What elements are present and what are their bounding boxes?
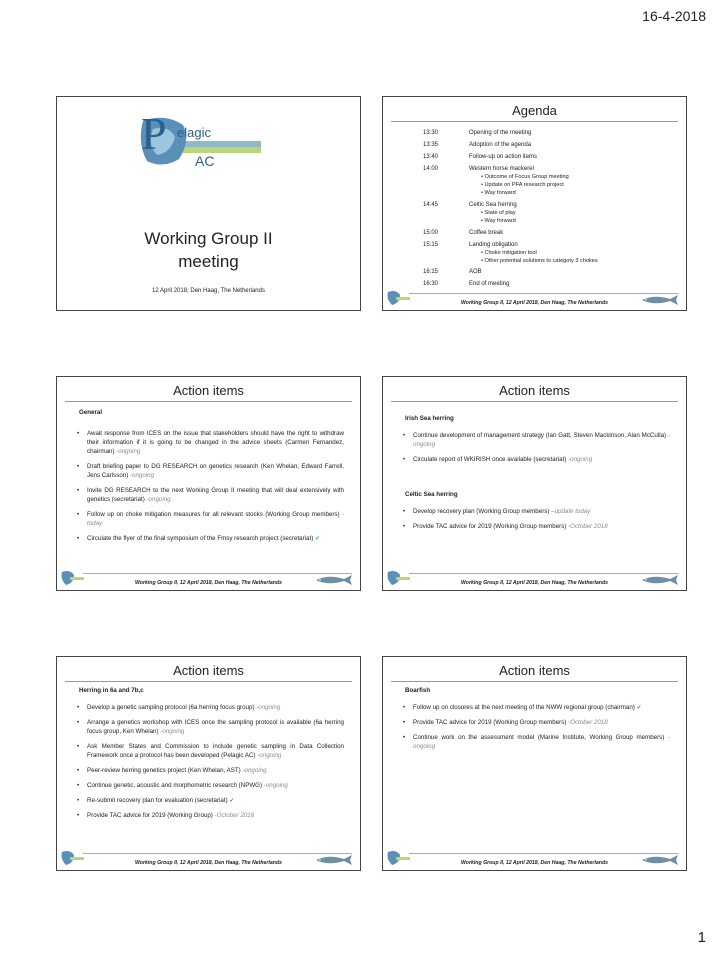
agenda-desc: Coffee break (469, 230, 504, 236)
heading-divider (391, 401, 678, 402)
list-item: • Continue work on the assessment model (Marine Institute, Working Group members) -ongoing (403, 733, 670, 751)
title-line-2: meeting (178, 252, 239, 271)
list-item: • Ask Member States and Commission to include genetic sampling in Data Collection Framework once a protocol has been developed (Pelagic AC) -ongoing (77, 742, 344, 760)
slide-title (56, 96, 361, 311)
list-item: • Await response from ICES on the issue that stakeholders should have the right to withdraw their information if it is going to be changed in the advice sheets (Carmen Fernandez, chairman) -ongoing (77, 429, 344, 456)
section-heading: Celtic Sea herring (405, 491, 458, 498)
logo-text-pelagic: elagic (177, 125, 211, 140)
agenda-time: 14:00 (423, 166, 439, 172)
footer-divider (409, 293, 678, 294)
agenda-time: 13:40 (423, 154, 439, 160)
heading-divider (391, 681, 678, 682)
list-item: • Draft briefing paper to DG RESEARCH on genetics research (Ken Whelan, Edward Farrell, Jens Carlsson) -ongoing (77, 462, 344, 480)
agenda-subitem: • Outcome of Focus Group meeting (481, 174, 569, 180)
agenda-desc: Adoption of the agenda (469, 142, 532, 148)
slide-footer: Working Group II, 12 April 2018, Den Haag, The Netherlands (134, 860, 282, 866)
agenda-time: 16:30 (423, 281, 439, 287)
list-item: • Arrange a genetics workshop with ICES once the sampling protocol is available (6a herring focus group, Ken Whelan) -ongoing (77, 718, 344, 736)
action-list (77, 703, 344, 826)
list-item: • Provide TAC advice for 2019 (Working Group) -October 2018 (77, 811, 344, 820)
list-item: • Circulate report of WKIRISH once available (secretariat) -ongoing (403, 455, 670, 464)
slide-footer: Working Group II, 12 April 2018, Den Haag, The Netherlands (134, 580, 282, 586)
check-icon: ✓ (315, 535, 321, 542)
heading-divider (65, 681, 352, 682)
slide-footer: Working Group II, 12 April 2018, Den Haag, The Netherlands (460, 300, 608, 306)
heading-divider (391, 121, 678, 122)
agenda-subitem: • Other potential solutions to categoty 3 chokes (481, 258, 598, 264)
section-heading: Irish Sea herring (405, 415, 454, 422)
agenda-subitem: • Way forward (481, 218, 516, 224)
agenda-time: 14:45 (423, 202, 439, 208)
check-icon: ✓ (229, 797, 235, 804)
footer-divider (83, 573, 352, 574)
list-item: • Peer-review herring genetics project (Ken Whelan, AST) -ongoing (77, 766, 344, 775)
agenda-desc: Western horse mackerel (469, 166, 534, 172)
action-list (403, 431, 670, 470)
list-item: • Develop a genetic sampling protocol (6a herring focus group) -ongoing (77, 703, 344, 712)
section-heading: General (79, 409, 103, 416)
slide-footer: Working Group II, 12 April 2018, Den Haag, The Netherlands (460, 580, 608, 586)
slide-action-items-boarfish (382, 656, 687, 871)
list-item: • Develop recovery plan (Working Group members) –update today (403, 507, 670, 516)
page-date: 16-4-2018 (642, 8, 706, 24)
agenda-desc: Opening of the meeting (469, 130, 532, 136)
section-heading: Boarfish (405, 687, 431, 694)
slide-subtitle: 12 April 2018, Den Haag, The Netherlands (152, 288, 265, 294)
slide-action-items-general (56, 376, 361, 591)
logo-text-ac: AC (195, 153, 215, 169)
agenda-desc: Celtic Sea herring (469, 202, 517, 208)
agenda-subitem: • Choke mitigation tool (481, 250, 537, 256)
footer-divider (409, 573, 678, 574)
slide-heading: Action items (173, 383, 244, 398)
agenda-subitem: • State of play (481, 210, 516, 216)
heading-divider (65, 401, 352, 402)
slide-main-title (57, 227, 360, 273)
page-number: 1 (697, 929, 706, 946)
list-item: • Circulate the flyer of the final symposium of the Fmsy research project (secretariat) ✓ (77, 534, 344, 543)
slide-agenda (382, 96, 687, 311)
list-item: • Continue genetic, acoustic and morphometric research (NPWG) -ongoing (77, 781, 344, 790)
action-list (403, 703, 670, 757)
list-item: • Re-submit recovery plan for evaluation (secretariat) ✓ (77, 796, 344, 805)
agenda-time: 13:35 (423, 142, 439, 148)
list-item: • Follow up on closures at the next meeting of the NWW regional group (chairman) ✓ (403, 703, 670, 712)
slide-action-items-herring (382, 376, 687, 591)
agenda-time: 16:15 (423, 269, 439, 275)
list-item: • Continue development of management strategy (Ian Gatt, Steven Mackinson, Alan McCulla) -ongoing (403, 431, 670, 449)
agenda-desc: End of meeting (469, 281, 510, 287)
list-item: • Provide TAC advice for 2019 (Working Group members) -October 2018 (403, 718, 670, 727)
check-icon: ✓ (636, 704, 642, 711)
slide-heading: Action items (499, 383, 570, 398)
slide-heading: Action items (173, 663, 244, 678)
footer-divider (83, 853, 352, 854)
slide-heading: Action items (499, 663, 570, 678)
list-item: • Provide TAC advice for 2019 (Working Group members) -October 2018 (403, 522, 670, 531)
agenda-desc: Follow-up on action items (469, 154, 538, 160)
agenda-subitem: • Update on PFA research project (481, 182, 564, 188)
action-list (77, 429, 344, 549)
agenda-desc: Landing obligation (469, 242, 518, 248)
section-heading: Herring in 6a and 7b,c (79, 687, 144, 694)
title-line-1: Working Group II (144, 229, 273, 248)
agenda-subitem: • Way forward (481, 190, 516, 196)
agenda-time: 13:30 (423, 130, 439, 136)
pelagic-ac-logo (135, 108, 265, 171)
agenda-desc: AOB (469, 269, 482, 275)
agenda-time: 15:00 (423, 230, 439, 236)
logo-letter: P (141, 108, 167, 159)
slide-footer: Working Group II, 12 April 2018, Den Haag, The Netherlands (460, 860, 608, 866)
slide-heading: Agenda (512, 103, 557, 118)
slide-action-items-herring-6a (56, 656, 361, 871)
list-item: • Follow up on choke mitigation measures for all relevant stocks (Working Group members) -today (77, 510, 344, 528)
list-item: • Invite DG RESEARCH to the next Working Group II meeting that will deal extensively with genetics (secretariat) -ongoing (77, 486, 344, 504)
footer-divider (409, 853, 678, 854)
action-list (403, 507, 670, 537)
agenda-time: 15:15 (423, 242, 439, 248)
